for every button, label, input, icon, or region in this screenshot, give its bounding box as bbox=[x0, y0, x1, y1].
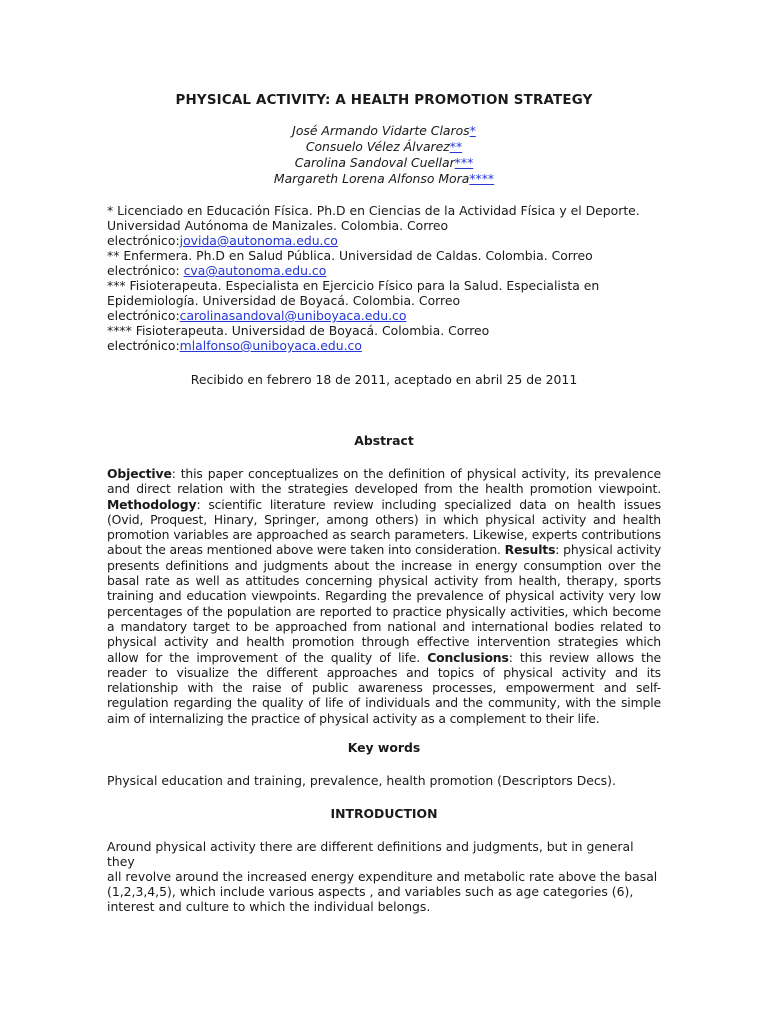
author bbox=[107, 139, 661, 155]
abstract-heading: Abstract bbox=[354, 433, 414, 448]
affiliation-line: **** Fisioterapeuta. Universidad de Boyacá. Colombia. Correo bbox=[107, 323, 490, 338]
author-footnote-link[interactable]: *** bbox=[454, 155, 474, 170]
affiliation-line: Epidemiología. Universidad de Boyacá. Colombia. Correo bbox=[107, 293, 461, 308]
objective-label: Objective bbox=[107, 466, 172, 481]
introduction-heading: INTRODUCTION bbox=[330, 806, 438, 821]
email-prefix: electrónico: bbox=[107, 263, 184, 278]
affiliation bbox=[107, 203, 661, 248]
author-footnote-link[interactable]: **** bbox=[469, 171, 495, 186]
author-name: Margareth Lorena Alfonso Mora bbox=[273, 171, 470, 186]
results-text: : physical activity presents definitions and judgments about the increase in energy consumption over the basal rate as well as attitudes concerning physical activity from health, therapy, sports training and education viewpoints. Regarding the prevalence of physical activity very low percentages of the population are reported to practice physically activities, which become a mandatory target to be approached from national and international bodies related to physical activity and health promotion through effective intervention strategies which allow for the improvement of the quality of life. bbox=[107, 542, 661, 665]
author-name: José Armando Vidarte Claros bbox=[292, 123, 470, 138]
received-date: Recibido en febrero 18 de 2011, aceptado en abril 25 de 2011 bbox=[190, 372, 578, 387]
author bbox=[107, 123, 661, 139]
affiliation-line: *** Fisioterapeuta. Especialista en Ejercicio Físico para la Salud. Especialista en bbox=[107, 278, 600, 293]
introduction-line: all revolve around the increased energy expenditure and metabolic rate above the basal bbox=[107, 869, 658, 884]
affiliation-email-line bbox=[107, 338, 661, 353]
author bbox=[107, 155, 661, 171]
author-footnote-link[interactable]: ** bbox=[449, 139, 463, 154]
email-prefix: electrónico: bbox=[107, 338, 180, 353]
conclusions-text: : this review allows the reader to visualize the different approaches and topics of physical activity and its relationship with the raise of public awareness processes, empowerment and self-regulation regarding the quality of life of individuals and the community, with the simple aim of internalizing the practice of physical activity as a complement to their life. bbox=[107, 649, 661, 726]
introduction-line: interest and culture to which the individual belongs. bbox=[107, 899, 431, 914]
objective-text: : this paper conceptualizes on the definition of physical activity, its prevalence and direct relation with the strategies developed from the health promotion viewpoint. bbox=[107, 466, 661, 497]
email-link[interactable]: jovida@autonoma.edu.co bbox=[179, 233, 338, 248]
author bbox=[107, 171, 661, 187]
affiliation bbox=[107, 323, 661, 353]
affiliation-line: * Licenciado en Educación Física. Ph.D en Ciencias de la Actividad Física y el Deporte. bbox=[107, 203, 640, 218]
email-prefix: electrónico: bbox=[107, 308, 180, 323]
author-list bbox=[107, 123, 661, 187]
keywords-text: Physical education and training, prevalence, health promotion (Descriptors Decs). bbox=[107, 773, 616, 788]
paper-title: PHYSICAL ACTIVITY: A HEALTH PROMOTION STRATEGY bbox=[175, 93, 593, 108]
results-label: Results bbox=[504, 542, 556, 558]
author-name: Carolina Sandoval Cuellar bbox=[294, 155, 455, 170]
affiliation-line: Universidad Autónoma de Manizales. Colombia. Correo bbox=[107, 218, 449, 233]
author-name: Consuelo Vélez Álvarez bbox=[305, 139, 450, 154]
conclusions-label: Conclusions bbox=[427, 649, 509, 665]
author-footnote-link[interactable]: * bbox=[469, 123, 476, 138]
affiliation-email-line bbox=[107, 263, 661, 278]
affiliation-line: ** Enfermera. Ph.D en Salud Pública. Universidad de Caldas. Colombia. Correo bbox=[107, 248, 593, 263]
abstract-body bbox=[107, 466, 661, 726]
email-link[interactable]: mlalfonso@uniboyaca.edu.co bbox=[179, 338, 362, 353]
email-link[interactable]: carolinasandoval@uniboyaca.edu.co bbox=[179, 308, 407, 323]
affiliation bbox=[107, 248, 661, 278]
methodology-label: Methodology bbox=[107, 496, 197, 512]
affiliation bbox=[107, 278, 661, 323]
keywords-heading: Key words bbox=[347, 740, 421, 755]
introduction-line: (1,2,3,4,5), which include various aspects , and variables such as age categories (6), bbox=[107, 884, 634, 899]
affiliation-email-line bbox=[107, 308, 661, 323]
email-prefix: electrónico: bbox=[107, 233, 180, 248]
email-link[interactable]: cva@autonoma.edu.co bbox=[183, 263, 327, 278]
introduction-body bbox=[107, 839, 661, 914]
affiliation-email-line bbox=[107, 233, 661, 248]
methodology-text: : scientific literature review including specialized data on health issues (Ovid, Proquest, Hinary, Springer, among others) in which physical activity and health promotion variables are approached as search parameters. Likewise, experts contributions about the areas mentioned above were taken into consideration. bbox=[107, 496, 661, 558]
introduction-line: Around physical activity there are different definitions and judgments, but in general they bbox=[107, 839, 634, 869]
affiliations bbox=[107, 203, 661, 353]
